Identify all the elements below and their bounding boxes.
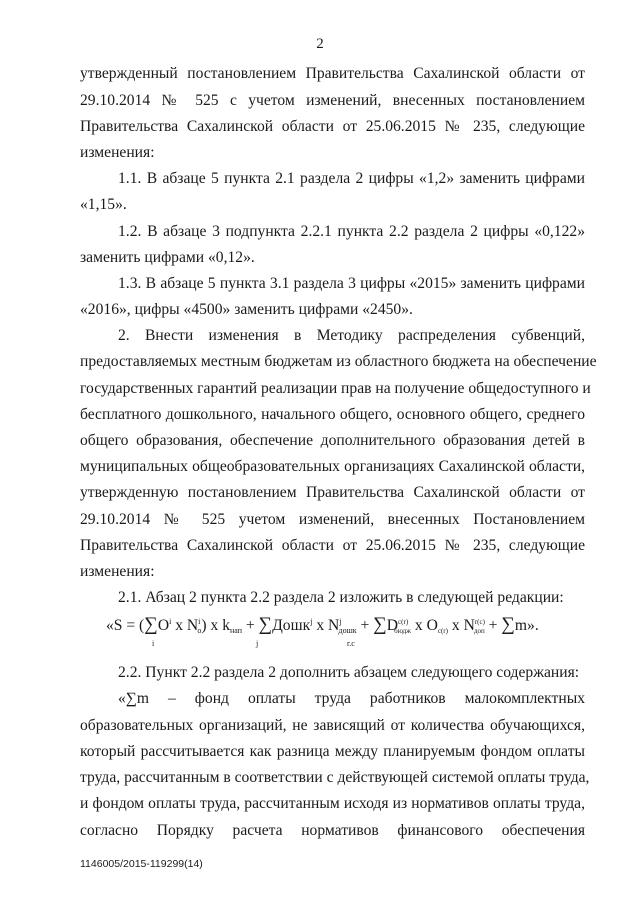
formula-op: x xyxy=(312,617,329,634)
text-line: «1,15». xyxy=(80,196,127,213)
formula-sup: i xyxy=(198,617,201,626)
text-line: предоставляемых местным бюджетам из областного бюджета на обеспечение xyxy=(80,353,597,370)
text-line: труда, рассчитанным в соответствии с действующей системой оплаты труда, xyxy=(80,769,590,786)
formula-sup: j xyxy=(310,617,313,626)
text-line: государственных гарантий реализации прав на получение общедоступного и xyxy=(80,380,591,397)
text-line: муниципальных общеобразовательных организациях Сахалинской области, xyxy=(80,458,585,475)
sum-limit: i xyxy=(152,639,155,648)
formula-op: x xyxy=(447,617,464,634)
formula-op: x xyxy=(171,617,187,634)
text-line: Правительства Сахалинской области от 25.06.2015 № 235, следующие xyxy=(80,537,585,554)
formula-op: + xyxy=(242,617,259,634)
formula-open: «S = ( xyxy=(106,617,145,634)
formula-sub: o xyxy=(197,626,202,635)
formula-sub: доп xyxy=(473,627,485,635)
formula-op: + xyxy=(484,617,502,634)
text-line: изменения: xyxy=(80,563,155,580)
formula-term: N xyxy=(328,617,340,634)
text-line: 29.10.2014 № 525 с учетом изменений, внесенных постановлением xyxy=(80,92,585,109)
formula-term: Дошк xyxy=(272,617,311,634)
text-line: 1.3. В абзаце 5 пункта 3.1 раздела 3 цифры «2015» заменить цифрами xyxy=(118,275,585,292)
formula-term: m xyxy=(514,617,528,634)
text-line: 2.2. Пункт 2.2 раздела 2 дополнить абзацем следующего содержания: xyxy=(118,664,580,681)
text-line: бесплатного дошкольного, начального общего, основного общего, среднего xyxy=(80,406,585,423)
formula-term: N xyxy=(463,617,475,634)
formula-op: x xyxy=(411,617,427,634)
sum-limit: r.c xyxy=(347,639,355,648)
document-footer-code: 1146005/2015-119299(14) xyxy=(80,858,203,870)
text-line: который рассчитывается как разница между планируемым фондом оплаты xyxy=(80,743,585,760)
text-line: 1.1. В абзаце 5 пункта 2.1 раздела 2 цифры «1,2» заменить цифрами xyxy=(118,170,585,187)
text-line: 1.2. В абзаце 3 подпункта 2.2.1 пункта 2.2 раздела 2 цифры «0,122» xyxy=(118,223,585,240)
page-number: 2 xyxy=(316,36,324,52)
formula-close: » xyxy=(527,617,535,634)
formula-sup: i xyxy=(169,617,172,626)
sum-symbol: ∑ xyxy=(258,614,273,635)
text-line: 2.1. Абзац 2 пункта 2.2 раздела 2 изложить в следующей редакции: xyxy=(118,589,564,606)
text-line: заменить цифрами «0,12». xyxy=(80,249,255,266)
text-line: согласно Порядку расчета нормативов финансового обеспечения xyxy=(80,822,585,839)
formula-term: O xyxy=(426,617,438,634)
sum-limit: j xyxy=(256,639,259,648)
formula-sub: c(r) xyxy=(437,627,448,635)
formula-sup: r(c) xyxy=(474,618,485,626)
text-line: «2016», цифры «4500» заменить цифрами «2450». xyxy=(80,301,413,318)
formula-term: O xyxy=(157,617,170,634)
formula-term: D xyxy=(386,617,399,634)
sum-symbol: ∑ xyxy=(373,614,387,635)
formula-sub: дошк xyxy=(338,626,357,635)
formula-sup: c(r) xyxy=(398,618,409,626)
formula-sub: бюдж xyxy=(394,627,411,635)
svg-text:«S = (∑Oi x Nio) x kнап + ∑Дош xyxy=(106,614,539,635)
text-line: 2. Внести изменения в Методику распределения субвенций, xyxy=(118,327,585,344)
text-line: образовательных организаций, не зависящий от количества обучающихся, xyxy=(80,717,585,734)
formula-sub: нап xyxy=(230,626,243,635)
text-line: утвержденный постановлением Правительства Сахалинской области от xyxy=(80,65,585,82)
formula-op: + xyxy=(356,617,374,634)
text-line: «∑m – фонд оплаты труда работников малокомплектных xyxy=(118,690,585,707)
sum-symbol: ∑ xyxy=(501,614,515,635)
sum-symbol: ∑ xyxy=(144,614,158,635)
text-line: Правительства Сахалинской области от 25.06.2015 № 235, следующие xyxy=(80,118,585,135)
text-line: изменения: xyxy=(80,144,155,161)
formula-term: N xyxy=(186,617,199,634)
text-line: общего образования, обеспечение дополнительного образования детей в xyxy=(80,432,585,449)
formula-sup: j xyxy=(339,617,342,626)
text-line: 29.10.2014 № 525 учетом изменений, внесенных Постановлением xyxy=(80,511,585,528)
formula xyxy=(106,612,576,652)
text-line: и фондом оплаты труда, рассчитанным исходя из нормативов оплаты труда, xyxy=(80,795,585,812)
formula-end: . xyxy=(534,617,539,634)
formula-op: ) x k xyxy=(201,617,230,634)
text-line: утвержденную постановлением Правительства Сахалинской области от xyxy=(80,484,585,501)
